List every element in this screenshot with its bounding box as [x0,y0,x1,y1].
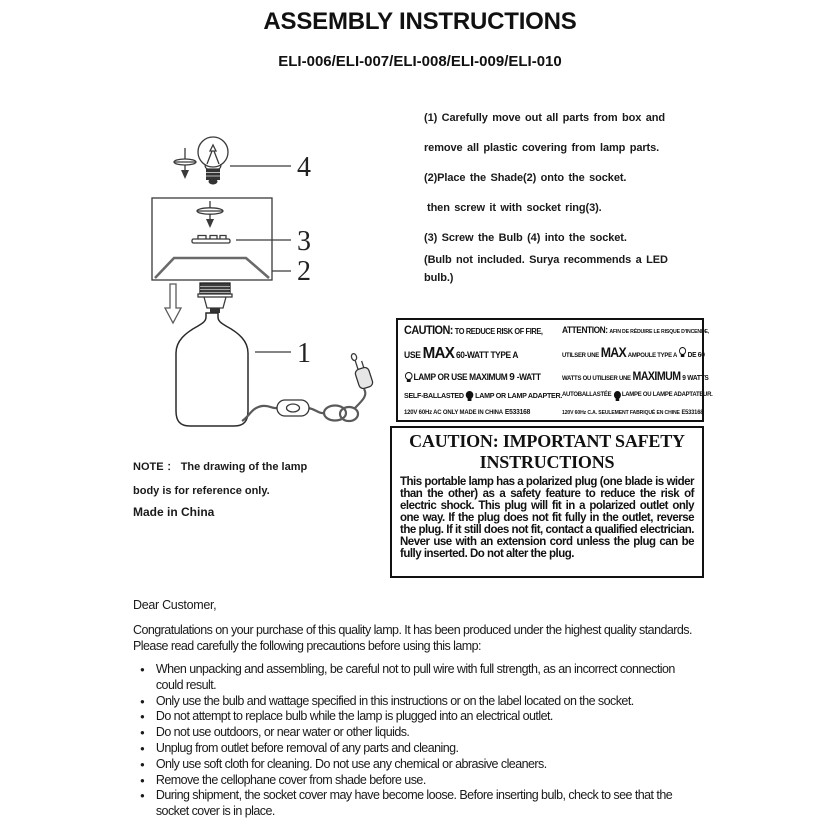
part-label-3: 3 [297,226,311,257]
bullet-icon: ● [140,696,145,706]
bulb-icon [198,137,228,185]
bullet-icon: ● [140,665,145,674]
bullet-icon: ● [140,743,145,753]
step-line: (1) Carefully move out all parts from box and [424,112,665,124]
shade-profile [155,258,269,278]
rating-caution-label [396,318,713,422]
part-label-2: 2 [297,256,311,287]
list-item: ● During shipment, the socket cover may have become loose. Before inserting bulb, check to see that the socket cover is in place. [140,788,673,819]
bullet-icon: ● [140,775,145,785]
bullet-icon: ● [140,759,145,769]
greeting: Dear Customer, [133,598,217,612]
cfl-bulb-icon [466,391,474,401]
caution-word: CAUTION: [404,325,453,337]
safety-body-text: This portable lamp has a polarized plug (one blade is wider than the other) as a safety feature to reduce the risk of electric shock. This plug will fit in a polarized outlet only one way. If the plug does not fit fully in the outlet, reverse the plug. If it still does not fit, contact a qualified electrician. Never use with an extension cord unless the plug can be fully inserted. Do not alter the plug. [400,476,694,560]
lamp-diagram [130,100,400,435]
socket-icon [198,283,232,313]
ul-cert-number: E533168 [504,409,531,416]
screw-motion-icon-shade [197,201,223,228]
list-item: ● Unplug from outlet before removal of any parts and cleaning. [140,740,459,755]
step-line: bulb.) [424,272,454,284]
step-line: remove all plastic covering from lamp parts. [424,142,660,154]
inline-switch-icon [277,400,309,416]
list-item: ● Remove the cellophane cover from shade before use. [140,772,426,787]
ul-cert-number: E533168 [681,409,704,416]
bulb-outline-icon [679,347,686,357]
screw-motion-icon-top [174,148,196,179]
reference-note [133,455,343,503]
note-label: NOTE ： [133,461,178,473]
bulb-outline-icon [404,372,412,382]
model-numbers: ELI-006/ELI-007/ELI-008/ELI-009/ELI-010 [278,53,562,70]
list-item: ● Do not attempt to replace bulb while the lamp is plugged into an electrical outlet. [140,709,553,724]
safety-title-line1: CAUTION: IMPORTANT SAFETY [409,431,685,451]
customer-letter [133,598,695,820]
safety-title-line2: INSTRUCTIONS [479,452,615,472]
safety-instructions-box [390,426,704,578]
step-line: (Bulb not included. Surya recommends a LED [424,254,668,266]
lamp-body-outline [176,313,248,426]
list-item: ● Only use the bulb and wattage specified in this instructions or on the label located on the socket. [140,693,634,708]
precautions-list [133,662,695,820]
intro-paragraph: Congratulations on your purchase of this quality lamp. It has been produced under the highest quality standards. Please read carefully the following precautions before using this lamp: [133,623,692,653]
step-line: then screw it with socket ring(3). [427,202,602,214]
note-text-line2: body is for reference only. [133,485,270,497]
bullet-icon: ● [140,728,145,738]
part-label-1: 1 [297,338,311,369]
part-label-4: 4 [297,152,311,183]
list-item: ● Only use soft cloth for cleaning. Do not use any chemical or abrasive cleaners. [140,756,547,771]
assembly-steps [424,112,720,285]
list-item: ● Do not use outdoors, or near water or other liquids. [140,725,410,740]
attention-word: ATTENTION: [562,325,608,336]
page-title: ASSEMBLY INSTRUCTIONS [263,8,577,35]
rating-label-french: ATTENTION: AFIN DE RÉDUIRE LE RISQUE D'INCENDE, UTILSER UNE MAX AMPOULE TYPE A DE 60 WATTS OU UTILISER UNE MAXIMUM 9 WATTS AUTOBALLASTÉE LAMPE OU LAMPE ADAPTATEUR. 120V 60Hz C.A. SEULEMENT FABRIQUÉ EN CHINE E533168 [562,325,713,416]
step-line: (3) Screw the Bulb (4) into the socket. [424,232,627,244]
rating-label-english: CAUTION: TO REDUCE RISK OF FIRE, USE MAX 60-WATT TYPE A LAMP OR USE MAXIMUM 9 -WATT SELF-BALLASTED LAMP OR LAMP ADAPTER. 120V 60Hz AC ONLY MADE IN CHINA E533168 [404,325,563,416]
socket-ring-icon [192,236,230,244]
bullet-icon: ● [140,712,145,722]
down-arrow-icon [165,284,181,323]
bullet-icon: ● [140,791,145,801]
made-in-china-label: Made in China [133,505,215,519]
note-text: The drawing of the lamp [180,461,308,473]
plug-icon [349,351,374,390]
step-line: (2)Place the Shade(2) onto the socket. [424,172,627,184]
list-item: ● When unpacking and assembling, be careful not to pull wire with full strength, as an incorrect connection could result. [140,662,675,692]
cfl-bulb-icon [613,391,620,401]
